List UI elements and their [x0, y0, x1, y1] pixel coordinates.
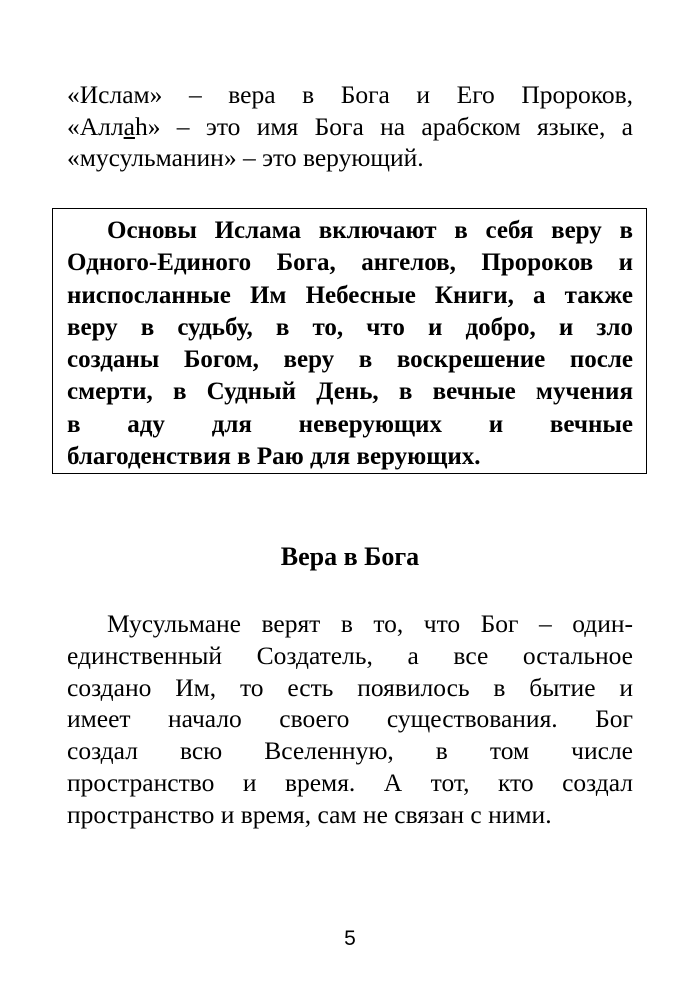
underlined-letter: а: [123, 111, 135, 141]
para-line-7: пространство и время, сам не связан с ними.: [67, 799, 552, 829]
intro-line-2-rest: h» – это имя Бога на арабском языке, а: [134, 111, 633, 141]
intro-line-2: [67, 111, 633, 143]
box-line-2: Одного-Единого Бога, ангелов, Пророков и: [67, 249, 633, 277]
para-line-5: создал всю Вселенную, в том числе: [67, 736, 633, 766]
section-paragraph: [67, 608, 633, 831]
box-line-4: веру в судьбу, в то, что и добро, и зло: [67, 313, 633, 341]
para-line-6: пространство и время. А тот, кто создал: [67, 767, 633, 797]
para-line-2: единственный Создатель, а все остальное: [67, 640, 633, 670]
section-heading: Вера в Бога: [280, 542, 420, 571]
box-line-1: Основы Ислама включают в себя веру в: [107, 217, 633, 244]
box-line-5: созданы Богом, веру в воскрешение после: [67, 346, 633, 374]
page-number: 5: [344, 927, 356, 950]
highlight-box-text: [67, 215, 633, 473]
box-line-3: ниспосланные Им Небесные Книги, а также: [67, 281, 633, 309]
intro-paragraph: [67, 79, 633, 174]
para-line-1: Мусульмане верят в то, что Бог – один-: [107, 609, 633, 638]
para-line-3: создано Им, то есть появилось в бытие и: [67, 672, 633, 702]
box-line-7: в аду для неверующих и вечные: [67, 410, 633, 438]
intro-line-1: «Ислам» – вера в Бога и Его Пророков,: [67, 80, 633, 109]
box-line-8: благоденствия в Раю для верующих.: [67, 443, 481, 471]
intro-line-3: «мусульманин» – это верующий.: [67, 143, 424, 172]
highlight-box: [52, 208, 647, 474]
intro-line-2-open: «Алл: [67, 111, 124, 141]
box-line-6: смерти, в Судный День, в вечные мучения: [67, 378, 633, 406]
para-line-4: имеет начало своего существования. Бог: [67, 704, 633, 734]
